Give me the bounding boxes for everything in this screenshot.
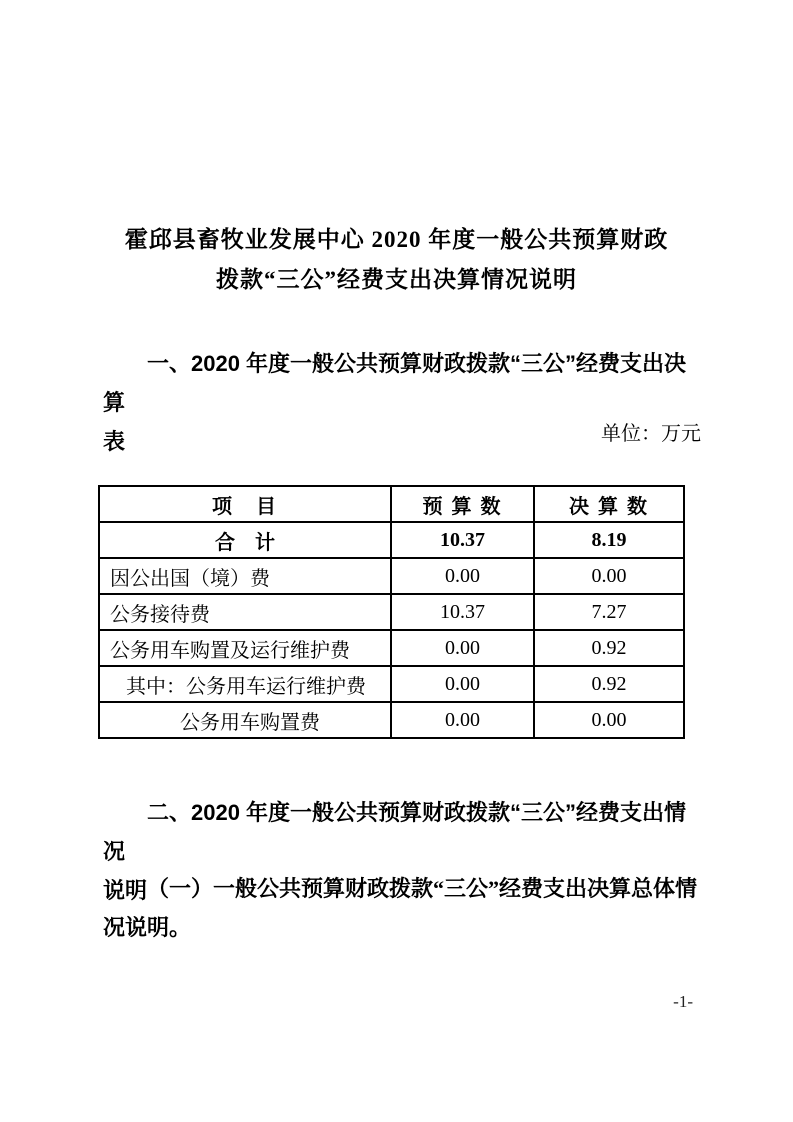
row-budget-value: 10.37 [391,594,534,630]
row-final-value: 0.92 [534,666,684,702]
section2-heading-line-2: 说明 [103,878,148,903]
table-row-vehicle-total [99,630,684,666]
section2-heading-line-1: 二、2020 年度一般公共预算财政拨款“三公”经费支出情况 [103,800,687,864]
document-title [0,220,793,300]
table-row-reception [99,594,684,630]
row-item-label: 其中：公务用车运行维护费 [99,666,391,702]
table-row-vehicle-purchase [99,702,684,738]
row-budget-value: 0.00 [391,558,534,594]
row-budget-value: 0.00 [391,702,534,738]
unit-label: 单位：万元 [601,423,701,445]
row-budget-value: 10.37 [391,522,534,558]
row-final-value: 0.00 [534,558,684,594]
section1-heading-line-2: 表 [103,429,126,454]
table-row-total [99,522,684,558]
row-item-label: 公务用车购置及运行维护费 [99,630,391,666]
row-item-label: 公务用车购置费 [99,702,391,738]
column-header-budget: 预 算 数 [391,486,534,522]
paragraph-line-2: 况说明。 [103,915,192,940]
column-header-final: 决 算 数 [534,486,684,522]
row-final-value: 0.00 [534,702,684,738]
document-title-line-1: 霍邱县畜牧业发展中心 2020 年度一般公共预算财政 [124,227,669,252]
three-public-expenditure-table [98,485,685,739]
row-final-value: 8.19 [534,522,684,558]
page-number: -1- [673,992,693,1011]
row-item-label: 因公出国（境）费 [99,558,391,594]
table-row-vehicle-operation [99,666,684,702]
table-header-row [99,486,684,522]
row-item-label: 公务接待费 [99,594,391,630]
row-budget-value: 0.00 [391,666,534,702]
document-title-line-2: 拨款“三公”经费支出决算情况说明 [216,267,577,292]
table-row-abroad [99,558,684,594]
section1-heading-line-1: 一、2020 年度一般公共预算财政拨款“三公”经费支出决算 [103,351,687,415]
column-header-item: 项 目 [99,486,391,522]
row-final-value: 0.92 [534,630,684,666]
row-budget-value: 0.00 [391,630,534,666]
row-item-label: 合 计 [99,522,391,558]
paragraph-overall-note [103,869,705,947]
paragraph-line-1: （一）一般公共预算财政拨款“三公”经费支出决算总体情 [147,876,698,901]
row-final-value: 7.27 [534,594,684,630]
